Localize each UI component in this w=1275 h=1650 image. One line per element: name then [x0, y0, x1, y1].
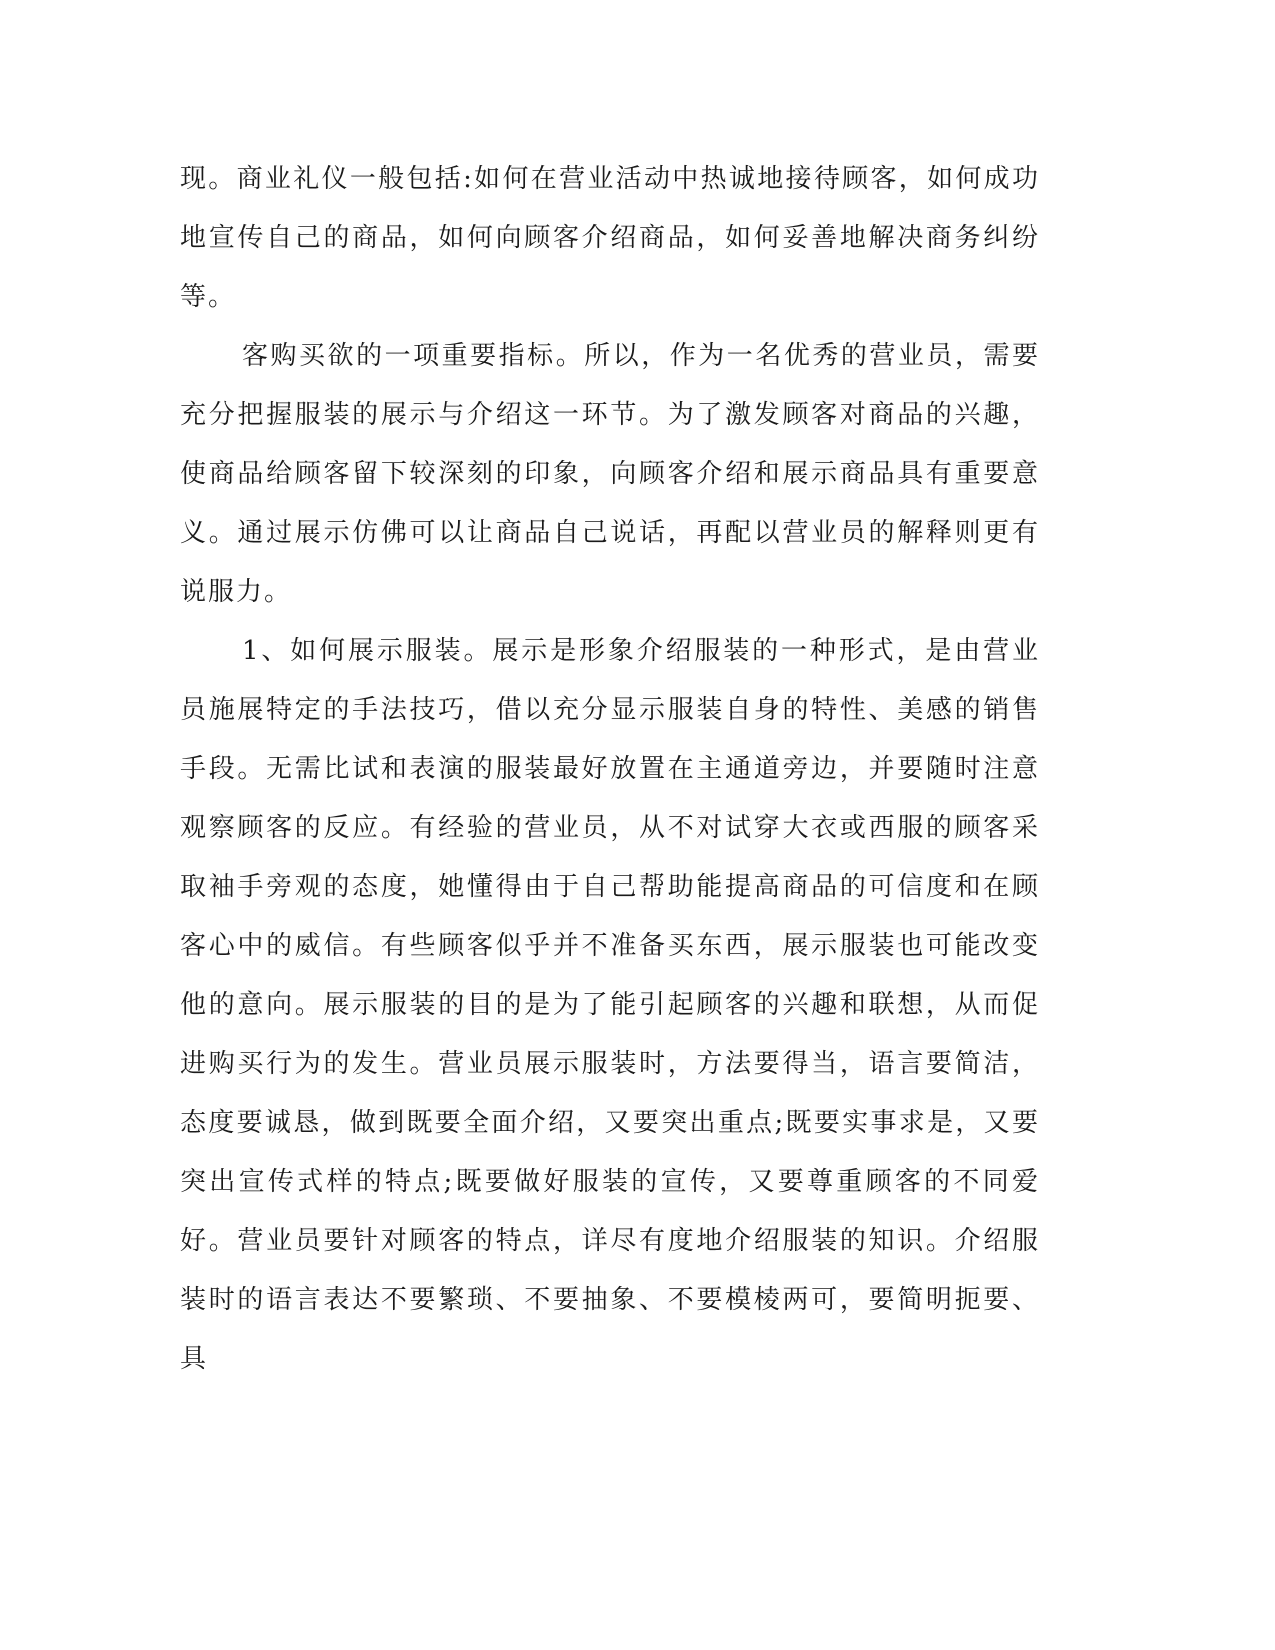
paragraph-2: 客购买欲的一项重要指标。所以，作为一名优秀的营业员，需要充分把握服装的展示与介绍这一环节。为了激发顾客对商品的兴趣，使商品给顾客留下较深刻的印象，向顾客介绍和展示商品具有重要意义。通过展示仿佛可以让商品自己说话，再配以营业员的解释则更有说服力。	[180, 341, 1040, 607]
document-body	[180, 150, 1040, 1389]
paragraph-1: 现。商业礼仪一般包括:如何在营业活动中热诚地接待顾客，如何成功地宣传自己的商品，如何向顾客介绍商品，如何妥善地解决商务纠纷等。	[180, 164, 1040, 312]
paragraph-3: 1、如何展示服装。展示是形象介绍服装的一种形式，是由营业员施展特定的手法技巧，借以充分显示服装自身的特性、美感的销售手段。无需比试和表演的服装最好放置在主通道旁边，并要随时注意观察顾客的反应。有经验的营业员，从不对试穿大衣或西服的顾客采取袖手旁观的态度，她懂得由于自己帮助能提高商品的可信度和在顾客心中的威信。有些顾客似乎并不准备买东西，展示服装也可能改变他的意向。展示服装的目的是为了能引起顾客的兴趣和联想，从而促进购买行为的发生。营业员展示服装时，方法要得当，语言要简洁，态度要诚恳，做到既要全面介绍，又要突出重点;既要实事求是，又要突出宣传式样的特点;既要做好服装的宣传，又要尊重顾客的不同爱好。营业员要针对顾客的特点，详尽有度地介绍服装的知识。介绍服装时的语言表达不要繁琐、不要抽象、不要模棱两可，要简明扼要、具	[180, 636, 1040, 1374]
